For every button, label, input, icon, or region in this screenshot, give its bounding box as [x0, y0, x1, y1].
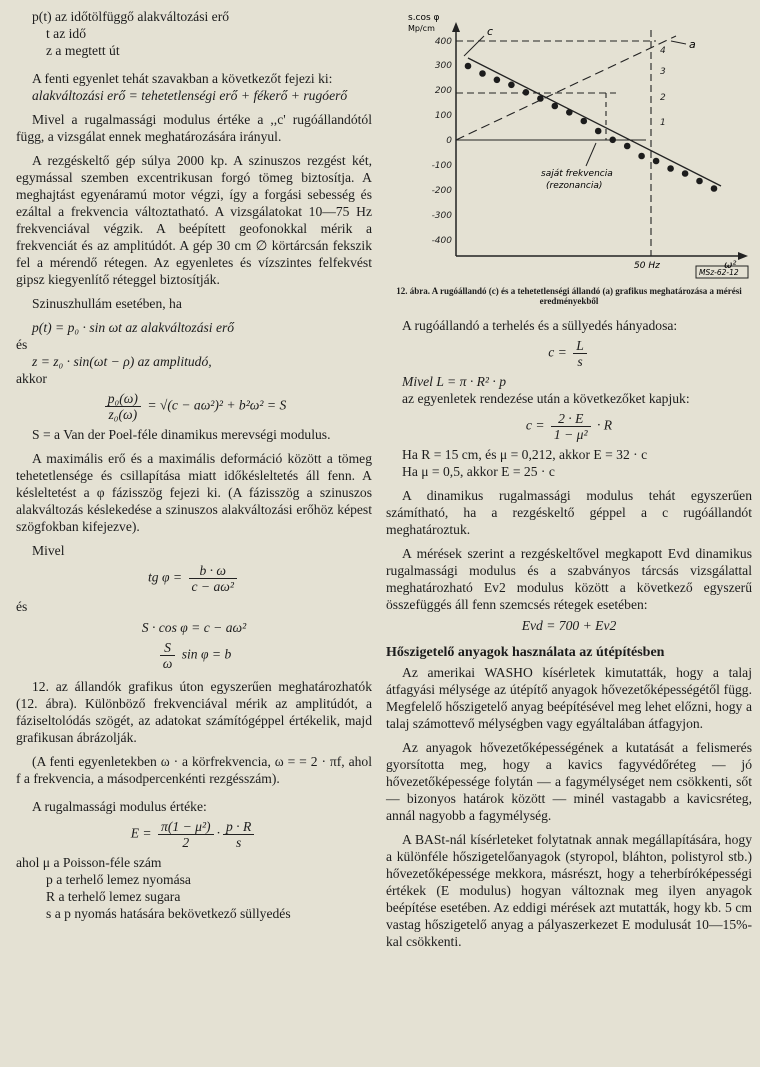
data-point [696, 178, 703, 185]
equation-rhs: sin φ = b [181, 646, 232, 662]
fraction [223, 819, 254, 850]
y-tick-label: -100 [431, 161, 452, 171]
denominator: s [577, 354, 583, 369]
paragraph: A dinamikus rugalmassági modulus tehát egyszerűen számítható, ha a rezgéskeltő géppel a c rugóállandót meghatároztuk. [386, 488, 752, 537]
pointer-c [464, 36, 484, 56]
paragraph: S = a Van der Poel-féle dinamikus merevségi modulus. [32, 427, 331, 442]
numerator: 2 · E [551, 411, 591, 427]
equation-cos: S · cos φ = c − aω² [141, 620, 247, 635]
left-column [16, 8, 372, 922]
equation-lhs: c = [548, 344, 567, 360]
equation-c2 [386, 411, 752, 442]
paragraph: az egyenletek rendezése után a következőket kapjuk: [402, 391, 690, 406]
denominator: z₀(ω) [108, 407, 138, 422]
word-akkor: akkor [16, 371, 47, 386]
numerator: L [573, 338, 587, 354]
figure-12 [386, 8, 752, 306]
formula-words: alakváltozási erő = tehetetlenségi erő + fékerő + rugóerő [32, 88, 348, 103]
equation-stiffness [16, 391, 372, 422]
equation-lhs: tg φ = [148, 569, 183, 585]
paragraph: Mivel a rugalmassági modulus értéke a ,,c' rugóállandótól függ, a vizsgálat ennek meghatározására irányul. [16, 112, 372, 144]
y-axis-label: s.cos φ [408, 13, 440, 23]
definition-line: s a p nyomás hatására bekövetkező süllyedés [46, 906, 291, 921]
right-tick-label: 1 [660, 118, 666, 128]
condition-line: Ha R = 15 cm, és μ = 0,212, akkor E = 32 · c [402, 447, 648, 462]
definition-line: p a terhelő lemez nyomása [46, 872, 191, 887]
equation-tg [16, 563, 372, 594]
data-point [653, 158, 660, 165]
right-tick-label: 2 [660, 93, 666, 103]
pointer-a [671, 41, 686, 44]
y-axis-arrow [452, 22, 460, 32]
word-es: és [16, 599, 28, 614]
paragraph: Szinuszhullám esetében, ha [32, 296, 182, 311]
y-tick-label: 100 [434, 111, 452, 121]
equation-sin [16, 640, 372, 671]
y-axis-unit: Mp/cm [408, 24, 435, 33]
definition-line: z a megtett út [46, 43, 120, 58]
section-heading: Hőszigetelő anyagok használata az útépítésben [386, 645, 665, 660]
data-point [465, 63, 472, 70]
denominator: s [235, 835, 242, 850]
fraction [158, 819, 214, 850]
data-point [537, 95, 544, 102]
paragraph: A rezgéskeltő gép súlya 2000 kp. A szinuszos rezgést két, egymással szemben excentrikusan forgó tömeg biztosítja. A meghajtást egyenáramú motor végzi, így a forgási sebesség és ezáltal a frekvencia változtatható. A vizsgálatokat 10—75 Hz frekvenciával végzik. A beépített geofonokkal mérik a frekvenciát és az amplitúdót. A gép 30 cm ∅ körtárcsán fekszik fel a mérendő rétegen. Az egyenletes és vízszintes felfekvést gipsz kiegyenlítő réteggel biztosítják. [16, 153, 372, 287]
label-a: a [689, 38, 696, 51]
paragraph: A rugalmassági modulus értéke: [32, 799, 207, 814]
right-tick-labels [660, 46, 666, 128]
equation-lhs: c = [525, 417, 545, 433]
data-point [494, 77, 501, 84]
fraction [551, 411, 591, 442]
denominator: c − aω² [191, 579, 234, 594]
figure-caption: 12. ábra. A rugóállandó (c) és a tehetetlenségi állandó (a) grafikus meghatározása a mérési eredményekből [396, 286, 742, 306]
numerator: π(1 − μ²) [158, 819, 214, 835]
stamp-text: MSz-62-12 [699, 268, 739, 277]
paragraph: Az anyagok hővezetőképességének a kutatását a felismerés gyorsította meg, hogy a kavics fagyvédőréteg — jó hővezetőképessége folytán — a fagymélységet nem csökkenti, sőt — bizonyos határok között — minél vastagabb a kavicsréteg, annál nagyobb a fagymélység. [386, 740, 752, 823]
equation-lhs: E = [130, 825, 152, 841]
paragraph: (A fenti egyenletekben ω · a körfrekvencia, ω = = 2 · πf, ahol f a frekvencia, a másodpercenkénti rezgésszám). [16, 754, 372, 786]
paragraph: A rugóállandó a terhelés és a süllyedés hányadosa: [402, 318, 678, 333]
numerator: b · ω [189, 563, 237, 579]
data-point [581, 118, 588, 125]
fraction [160, 640, 176, 671]
word-es: és [16, 337, 28, 352]
data-point [711, 185, 718, 192]
label-c: c [487, 25, 494, 38]
equation-z: z = z₀ · sin(ωt − ρ) az amplitudó, [32, 354, 212, 369]
data-point [682, 170, 689, 177]
pointer-resonance [586, 143, 596, 166]
numerator: p₀(ω) [105, 391, 141, 407]
line-a [456, 36, 676, 140]
equation-c [386, 338, 752, 369]
y-tick-label: 0 [446, 136, 452, 146]
annotation-resonance-sub: (rezonancia) [546, 181, 603, 191]
denominator: ω [162, 656, 173, 671]
data-point [638, 153, 645, 160]
denominator: 1 − μ² [553, 427, 588, 442]
data-point [624, 143, 631, 150]
x-axis-arrow [738, 252, 748, 260]
fraction [189, 563, 237, 594]
equation-e: E = $\frac{\text{π(1 − μ²)}}{2}$ · $\frac{p \cdot R}{s}$ [16, 819, 372, 850]
data-point [595, 128, 602, 135]
y-tick-label: 400 [434, 37, 452, 47]
definition-line: ahol μ a Poisson-féle szám [16, 855, 162, 870]
definition-line: t az idő [46, 26, 87, 41]
paragraph: 12. az állandók grafikus úton egyszerűen meghatározhatók (12. ábra). Különböző frekvenciával mérik az amplitúdót, a fáziseltolódás szögét, az adatokat számítógéppel értékelik, majd grafikusan ábrázolják. [16, 679, 372, 745]
x-axis-label: ω² [724, 260, 737, 271]
right-tick-label: 4 [660, 46, 666, 56]
right-column [386, 8, 752, 950]
line-c [468, 58, 721, 186]
graph-svg [386, 8, 752, 280]
condition-line: Ha μ = 0,5, akkor E = 25 · c [402, 464, 555, 479]
data-point [523, 89, 530, 96]
paragraph: A fenti egyenlet tehát szavakban a következőt fejezi ki: [32, 71, 333, 86]
y-tick-label: -200 [431, 186, 452, 196]
data-point [508, 82, 515, 89]
equation-evd: Evd = 700 + Ev2 [521, 618, 617, 633]
numerator: p · R [223, 819, 254, 835]
word-mivel: Mivel [32, 543, 65, 558]
fraction [105, 391, 141, 422]
paragraph: A BASt-nál kísérleteket folytatnak annak megállapítására, hogy a különféle hőszigetelőanyagok (styropol, bláhton, polistyrol stb.) hővezetőképessége mekkora, másrészt, hogy a teherbíróképességi értékek (E modulus) hogyan változnak meg ilyen anyagok beépítése esetében. Az eddigi mérések azt mutatták, hogy kb. 5 cm vastag hőszigetelő anyag a pályaszerkezet E modulusát 10—15%-kal csökkenti. [386, 832, 752, 949]
data-point [667, 165, 674, 172]
right-tick-label: 3 [660, 67, 666, 77]
fraction [573, 338, 587, 369]
definition-line: R a terhelő lemez sugara [46, 889, 181, 904]
y-tick-label: 300 [434, 61, 452, 71]
definitions-bottom [16, 854, 372, 922]
x-tick-label: 50 Hz [634, 261, 660, 271]
data-point [552, 103, 559, 110]
equation-rhs: = √(c − aω²)² + b²ω² = S [147, 397, 287, 413]
data-point [609, 137, 616, 144]
paragraph: A maximális erő és a maximális deformáció között a tömeg tehetetlensége és csillapítása miatt időkésleltetés áll fenn. A késleltetést a φ fázisszög fejezi ki. (A fázisszög a szinuszos alakváltozás késlekedése a szinuszos alakváltozási erőhöz képest szögfokban kifejezve). [16, 451, 372, 534]
definitions-top [16, 8, 372, 59]
equation-p: p(t) = p₀ · sin ωt az alakváltozási erő [32, 320, 235, 335]
definition-line: p(t) az időtölfüggő alakváltozási erő [32, 9, 230, 24]
y-tick-label: 200 [434, 86, 452, 96]
y-tick-labels [432, 37, 453, 246]
data-point [479, 70, 486, 77]
y-tick-label: -300 [431, 211, 452, 221]
y-tick-label: -400 [431, 236, 452, 246]
numerator: S [160, 640, 176, 656]
equation-l: Mivel L = π · R² · p [402, 374, 507, 389]
denominator: 2 [182, 835, 190, 850]
annotation-resonance: saját frekvencia [541, 169, 613, 179]
data-point [566, 109, 573, 116]
paragraph: Az amerikai WASHO kísérletek kimutatták, hogy a talaj átfagyási mélysége az útépítő anyagok hővezetőképességétől függ. Megfelelő hőszigetelő anyag beépítésével meg lehet előzni, hogy a talaj számottevő mélységben vagy egyáltalában átfagyjon. [386, 665, 752, 731]
equation-rhs: · R [596, 417, 613, 433]
paragraph: A mérések szerint a rezgéskeltővel megkapott Evd dinamikus rugalmassági modulus és a szabványos tárcsás vizsgálattal meghatározható Ev2 modulus között a következő egyszerű összefüggés áll fenn szemcsés rétegek esetében: [386, 546, 752, 612]
